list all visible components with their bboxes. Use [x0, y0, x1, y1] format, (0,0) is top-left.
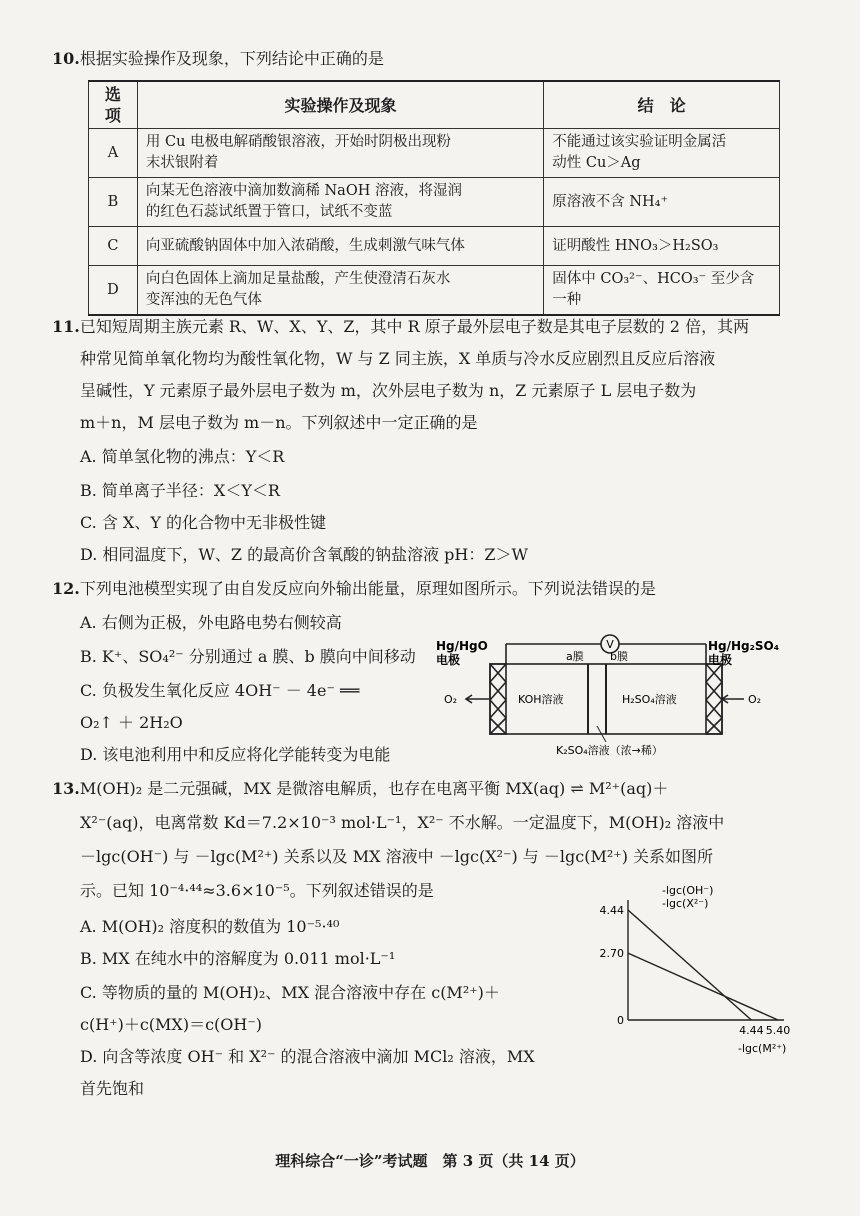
operation-cell [137, 178, 543, 227]
series-line-1 [628, 910, 751, 1020]
x-tick-label: 4.44 [739, 1024, 764, 1037]
option-b: B. K⁺、SO₄²⁻ 分别通过 a 膜、b 膜向中间移动 [80, 647, 416, 666]
right-solution-label: H₂SO₄溶液 [622, 693, 677, 706]
option-a: A. 右侧为正极，外电路电势右侧较高 [80, 613, 342, 632]
battery-diagram [430, 630, 780, 760]
conclusion-cell [544, 266, 780, 316]
table-row [89, 178, 780, 227]
option-letter: D [89, 266, 138, 316]
table-row [89, 227, 780, 266]
option-letter: A [89, 129, 138, 178]
experiment-table [88, 80, 780, 316]
operation-cell [137, 129, 543, 178]
x-tick-label: 5.40 [765, 1024, 791, 1037]
left-electrode-label-2: 电极 [436, 653, 461, 667]
table-row [89, 129, 780, 178]
right-electrode-label: Hg/Hg₂SO₄ [708, 639, 780, 653]
option-c-continued: O₂↑ ＋ 2H₂O [80, 713, 183, 732]
question-12-stem [52, 578, 792, 600]
y-tick-label: 2.70 [599, 947, 624, 961]
left-gas-label: O₂ [444, 693, 458, 706]
conclusion-line: 一种 [552, 292, 582, 308]
question-text: 根据实验操作及现象，下列结论中正确的是 [79, 49, 384, 68]
x-axis-label: -lgc(M²⁺) [738, 1042, 787, 1055]
option-b: B. 简单离子半径：X＜Y＜R [80, 481, 280, 500]
y-axis-label-1: -lgc(OH⁻) [662, 884, 714, 897]
option-d: D. 向含等浓度 OH⁻ 和 X²⁻ 的混合溶液中滴加 MCl₂ 溶液，MX [80, 1047, 535, 1066]
option-c-continued: c(H⁺)＋c(MX)＝c(OH⁻) [80, 1015, 263, 1034]
left-solution-label: KOH溶液 [518, 693, 564, 706]
option-d: D. 相同温度下，W、Z 的最高价含氧酸的钠盐溶液 pH：Z＞W [80, 545, 528, 564]
operation-line: 的红色石蕊试纸置于管口，试纸不变蓝 [145, 204, 393, 220]
conclusion-cell: 证明酸性 HNO₃＞H₂SO₃ [544, 227, 780, 266]
option-letter: B [89, 178, 138, 227]
solubility-chart [588, 880, 798, 1060]
option-a: A. 简单氢化物的沸点：Y＜R [80, 447, 285, 466]
table-header-option: 选项 [89, 81, 138, 129]
question-text: 已知短周期主族元素 R、W、X、Y、Z，其中 R 原子最外层电子数是其电子层数的 2 倍，其两 [79, 317, 750, 336]
question-13-line: －lgc(OH⁻) 与 －lgc(M²⁺) 关系以及 MX 溶液中 －lgc(X²⁻) 与 －lgc(M²⁺) 关系如图所 [80, 847, 714, 866]
operation-cell: 向亚硫酸钠固体中加入浓硝酸，生成刺激气味气体 [137, 227, 543, 266]
page-footer: 理科综合“一诊”考试题 第 3 页（共 14 页） [275, 1152, 585, 1170]
option-a: A. M(OH)₂ 溶度积的数值为 10⁻⁵·⁴⁰ [80, 917, 340, 936]
conclusion-line: 固体中 CO₃²⁻、HCO₃⁻ 至少含 [552, 271, 755, 287]
y-tick-label: 0 [617, 1014, 624, 1027]
conclusion-cell [544, 129, 780, 178]
b-membrane-label: b膜 [610, 650, 628, 663]
question-text: M(OH)₂ 是二元强碱，MX 是微溶电解质，也存在电离平衡 MX(aq) ⇌ M²⁺(aq)＋ [79, 779, 669, 798]
table-header-conclusion: 结 论 [544, 81, 780, 129]
operation-line: 向某无色溶液中滴加数滴稀 NaOH 溶液，将湿润 [145, 183, 462, 199]
right-gas-label: O₂ [748, 693, 762, 706]
operation-line: 末状银附着 [145, 155, 219, 171]
question-11-line [52, 316, 792, 338]
question-11-line: 呈碱性，Y 元素原子最外层电子数为 m，次外层电子数为 n，Z 元素原子 L 层电子数为 [80, 381, 697, 400]
operation-line: 向白色固体上滴加足量盐酸，产生使澄清石灰水 [145, 271, 451, 287]
question-10-stem [52, 48, 384, 70]
y-tick-label: 4.44 [599, 904, 624, 917]
question-13-line: 示。已知 10⁻⁴·⁴⁴≈3.6×10⁻⁵。下列叙述错误的是 [80, 881, 434, 900]
question-number: 13. [52, 779, 80, 798]
series-line-2 [628, 953, 778, 1020]
table-header-operation: 实验操作及现象 [137, 81, 543, 129]
operation-cell [137, 266, 543, 316]
option-c: C. 含 X、Y 的化合物中无非极性键 [80, 513, 326, 532]
question-11-line: m＋n，M 层电子数为 m－n。下列叙述中一定正确的是 [80, 413, 478, 432]
question-13-line [52, 778, 792, 800]
option-c: C. 等物质的量的 M(OH)₂、MX 混合溶液中存在 c(M²⁺)＋ [80, 983, 500, 1002]
conclusion-cell: 原溶液不含 NH₄⁺ [544, 178, 780, 227]
middle-solution-label: K₂SO₄溶液（浓→稀） [556, 744, 663, 757]
option-c: C. 负极发生氧化反应 4OH⁻ － 4e⁻ ══ [80, 681, 360, 700]
option-d: D. 该电池利用中和反应将化学能转变为电能 [80, 745, 391, 764]
option-d-continued: 首先饱和 [80, 1079, 145, 1098]
right-electrode [706, 664, 722, 734]
voltmeter-label: V [606, 638, 614, 651]
option-b: B. MX 在纯水中的溶解度为 0.011 mol·L⁻¹ [80, 949, 396, 968]
operation-line: 用 Cu 电极电解硝酸银溶液，开始时阴极出现粉 [145, 134, 452, 150]
table-header-row [89, 81, 780, 129]
question-11-line: 种常见简单氧化物均为酸性氧化物，W 与 Z 同主族，X 单质与冷水反应剧烈且反应后溶液 [80, 349, 716, 368]
right-electrode-label-2: 电极 [708, 653, 733, 667]
question-number: 12. [52, 579, 80, 598]
option-letter: C [89, 227, 138, 266]
question-text: 下列电池模型实现了由自发反应向外输出能量，原理如图所示。下列说法错误的是 [79, 579, 656, 598]
conclusion-line: 不能通过该实验证明金属活 [552, 134, 727, 150]
a-membrane-label: a膜 [566, 650, 584, 663]
y-axis-label-2: -lgc(X²⁻) [662, 897, 709, 910]
left-electrode-label: Hg/HgO [436, 639, 488, 653]
left-electrode [490, 664, 506, 734]
question-number: 11. [52, 317, 80, 336]
table-row [89, 266, 780, 316]
question-number: 10. [52, 49, 80, 68]
question-13-line: X²⁻(aq)，电离常数 Kd＝7.2×10⁻³ mol·L⁻¹，X²⁻ 不水解。一定温度下，M(OH)₂ 溶液中 [80, 813, 725, 832]
conclusion-line: 动性 Cu＞Ag [552, 155, 641, 171]
operation-line: 变浑浊的无色气体 [145, 292, 262, 308]
